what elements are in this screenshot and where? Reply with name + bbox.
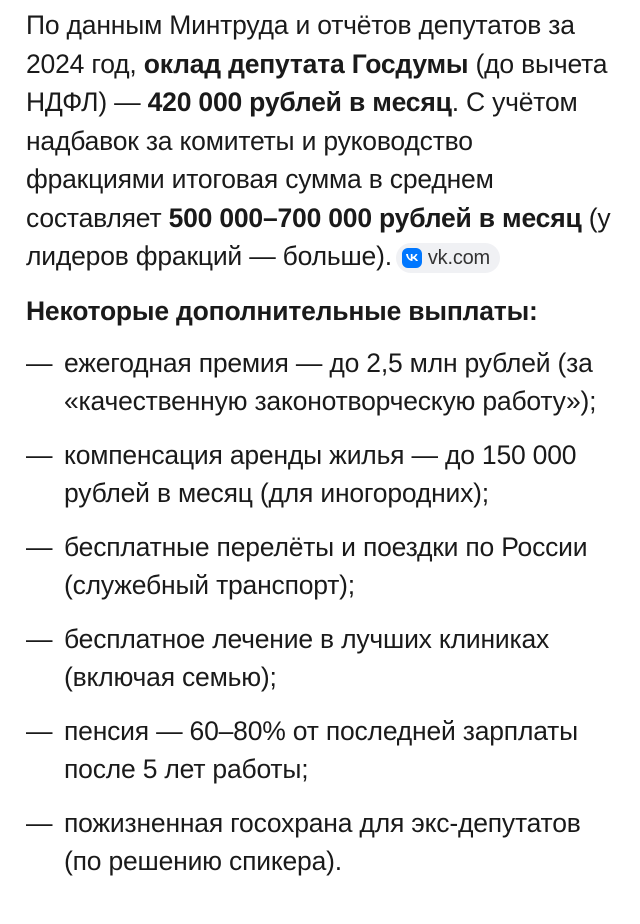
intro-paragraph [26,6,618,276]
list-bullet: — [26,439,53,470]
intro-bold-salary-title: оклад депутата Госдумы [143,48,469,79]
list-item-text: бесплатные перелёты и поездки по России (служебный транспорт); [64,531,588,600]
list-bullet: — [26,807,53,838]
list-item [26,620,618,697]
list-item-text: бесплатное лечение в лучших клиниках (включая семью); [64,623,550,692]
intro-text-4: (у лидеров фракций — больше). [26,202,611,271]
list-item [26,528,618,605]
list-item-text: пожизненная госохрана для экс-депутатов (по решению спикера). [64,807,581,876]
intro-bold-salary-amount: 420 000 рублей в месяц [147,87,452,117]
list-bullet: — [26,715,53,746]
list-item [26,712,618,789]
list-item-text: ежегодная премия — до 2,5 млн рублей (за «качественную законотворческую работу»); [64,347,597,416]
list-item [26,804,618,881]
section-title: Некоторые дополнительные выплаты: [26,295,538,326]
list-item-text: компенсация аренды жилья — до 150 000 рублей в месяц (для иногородних); [64,439,577,508]
vk-icon [402,248,422,268]
source-label: vk.com [427,246,490,269]
list-item-text: пенсия — 60–80% от последней зарплаты после 5 лет работы; [64,715,578,784]
intro-text-3: . С учётом надбавок за комитеты и руководство фракциями итоговая сумма в среднем составляет [26,87,578,233]
intro-bold-total-range: 500 000–700 000 рублей в месяц [168,202,582,233]
list-item [26,436,618,513]
list-bullet: — [26,347,53,378]
payments-list [26,344,618,881]
source-link-chip[interactable] [396,243,500,273]
list-bullet: — [26,623,53,654]
list-bullet: — [26,531,53,562]
intro-text-2: (до вычета НДФЛ) — [26,48,608,117]
intro-text-1: По данным Минтруда и отчётов депутатов за 2024 год, [26,10,575,79]
list-item [26,344,618,421]
